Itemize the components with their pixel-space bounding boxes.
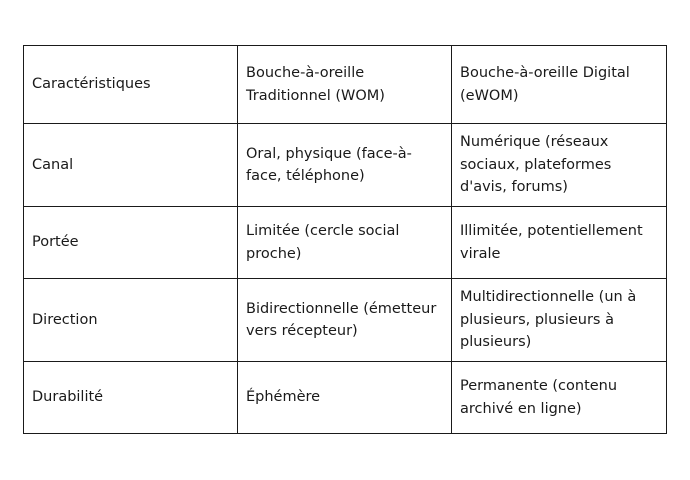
row-label-direction: Direction — [24, 279, 238, 362]
wom-vs-ewom-table — [23, 45, 667, 434]
table-row — [24, 362, 667, 434]
row-label-canal: Canal — [24, 124, 238, 207]
header-digital-ewom: Bouche-à-oreille Digital (eWOM) — [452, 46, 667, 124]
header-characteristics: Caractéristiques — [24, 46, 238, 124]
cell-wom-canal: Oral, physique (face-à-face, téléphone) — [238, 124, 452, 207]
cell-ewom-direction: Multidirectionnelle (un à plusieurs, plusieurs à plusieurs) — [452, 279, 667, 362]
table-row — [24, 279, 667, 362]
row-label-durabilite: Durabilité — [24, 362, 238, 434]
row-label-portee: Portée — [24, 207, 238, 279]
header-traditional-wom: Bouche-à-oreille Traditionnel (WOM) — [238, 46, 452, 124]
cell-wom-portee: Limitée (cercle social proche) — [238, 207, 452, 279]
cell-ewom-durabilite: Permanente (contenu archivé en ligne) — [452, 362, 667, 434]
table-header-row — [24, 46, 667, 124]
table-row — [24, 124, 667, 207]
cell-wom-direction: Bidirectionnelle (émetteur vers récepteur) — [238, 279, 452, 362]
cell-wom-durabilite: Éphémère — [238, 362, 452, 434]
table-row — [24, 207, 667, 279]
cell-ewom-portee: Illimitée, potentiellement virale — [452, 207, 667, 279]
cell-ewom-canal: Numérique (réseaux sociaux, plateformes d'avis, forums) — [452, 124, 667, 207]
comparison-table-container — [23, 45, 667, 434]
